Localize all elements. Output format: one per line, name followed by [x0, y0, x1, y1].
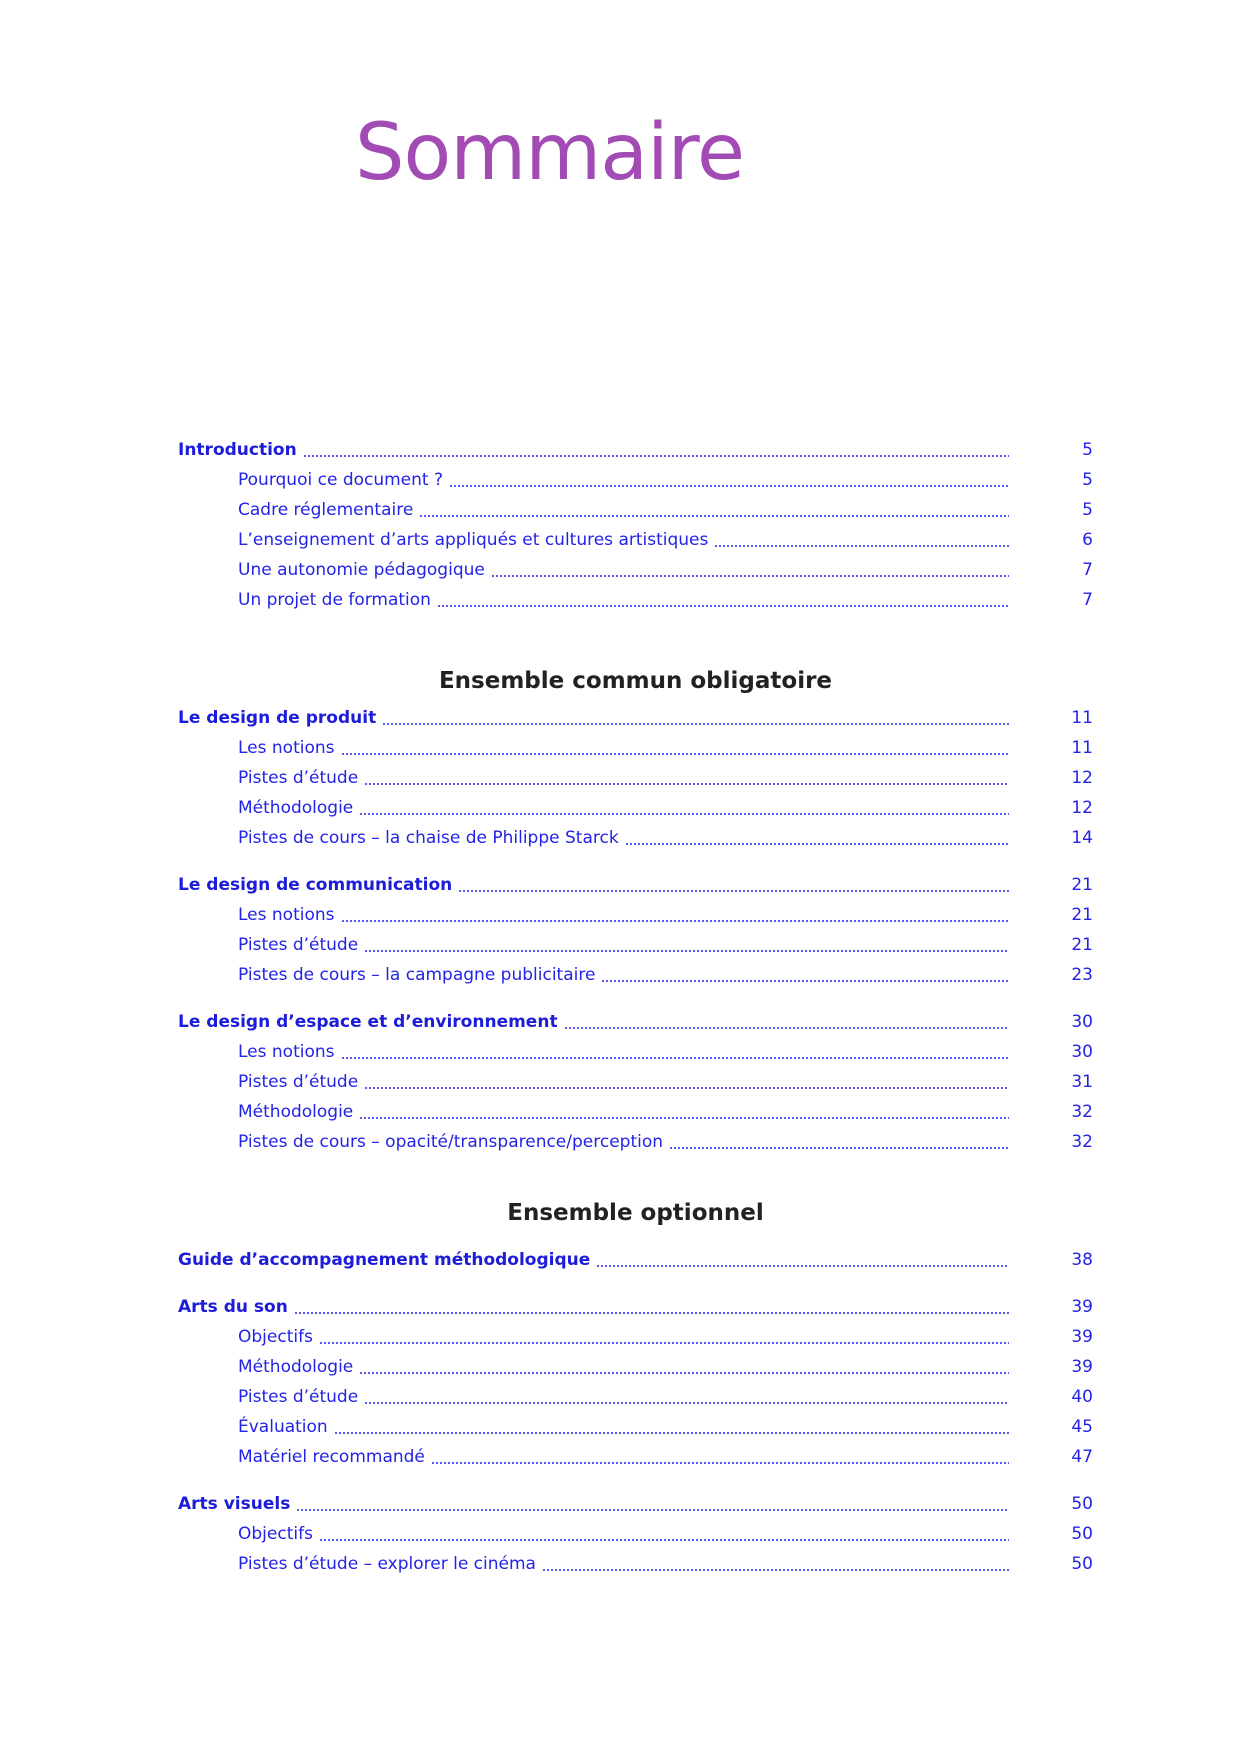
toc-section-link[interactable] [178, 704, 1093, 732]
toc-section-link[interactable] [178, 1008, 1093, 1036]
toc-page-number: 21 [1071, 875, 1093, 895]
toc-page-number: 31 [1071, 1072, 1093, 1092]
toc-entry-label: Pistes de cours – la chaise de Philippe Starck [238, 828, 619, 848]
toc-entry-link[interactable] [178, 1383, 1093, 1411]
toc-page-number: 23 [1071, 965, 1093, 985]
toc-page-number: 39 [1071, 1297, 1093, 1317]
toc-entry-label: Le design d’espace et d’environnement [178, 1012, 558, 1032]
toc-entry-label: Matériel recommandé [238, 1447, 425, 1467]
toc-entry-label: Pourquoi ce document ? [238, 470, 444, 490]
toc-entry-link[interactable] [178, 586, 1093, 614]
toc-page-number: 21 [1071, 935, 1093, 955]
toc-entry-link[interactable] [178, 1413, 1093, 1441]
dot-leader [364, 1402, 1009, 1404]
toc-page-number: 39 [1071, 1357, 1093, 1377]
toc-entry-link[interactable] [178, 1038, 1093, 1066]
dot-leader [296, 1509, 1009, 1511]
toc-entry-label: Arts visuels [178, 1494, 291, 1514]
dot-leader [564, 1027, 1009, 1029]
toc-entry-label: Le design de produit [178, 708, 377, 728]
section-heading-optionnel: Ensemble optionnel [507, 1200, 764, 1226]
toc-entry-link[interactable] [178, 1128, 1093, 1156]
dot-leader [359, 1372, 1009, 1374]
dot-leader [303, 455, 1009, 457]
toc-entry-label: Un projet de formation [238, 590, 431, 610]
toc-page-number: 12 [1071, 798, 1093, 818]
dot-leader [669, 1147, 1009, 1149]
toc-page-number: 50 [1071, 1554, 1093, 1574]
toc-entry-label: Pistes d’étude [238, 935, 359, 955]
toc-page-number: 39 [1071, 1327, 1093, 1347]
toc-page-number: 50 [1071, 1494, 1093, 1514]
toc-entry-label: Une autonomie pédagogique [238, 560, 485, 580]
toc-section-link[interactable] [178, 1490, 1093, 1518]
toc-entry-link[interactable] [178, 764, 1093, 792]
dot-leader [714, 545, 1009, 547]
dot-leader [319, 1539, 1009, 1541]
toc-entry-label: Introduction [178, 440, 297, 460]
toc-entry-label: Évaluation [238, 1417, 328, 1437]
dot-leader [458, 890, 1009, 892]
toc-entry-label: Cadre réglementaire [238, 500, 414, 520]
toc-page-number: 14 [1071, 828, 1093, 848]
toc-entry-label: Les notions [238, 738, 335, 758]
toc-page-number: 32 [1071, 1102, 1093, 1122]
toc-page-number: 5 [1082, 440, 1093, 460]
dot-leader [341, 753, 1010, 755]
dot-leader [431, 1462, 1009, 1464]
dot-leader [364, 1087, 1009, 1089]
dot-leader [364, 783, 1009, 785]
toc-page-number: 45 [1071, 1417, 1093, 1437]
dot-leader [334, 1432, 1009, 1434]
dot-leader [364, 950, 1009, 952]
toc-entry-label: Objectifs [238, 1327, 313, 1347]
toc-entry-link[interactable] [178, 1520, 1093, 1548]
toc-entry-link[interactable] [178, 931, 1093, 959]
section-heading-commun: Ensemble commun obligatoire [438, 668, 833, 694]
dot-leader [542, 1569, 1009, 1571]
dot-leader [601, 980, 1009, 982]
toc-section-link[interactable] [178, 1293, 1093, 1321]
toc-page-number: 40 [1071, 1387, 1093, 1407]
toc-entry-link[interactable] [178, 1323, 1093, 1351]
toc-entry-link[interactable] [178, 734, 1093, 762]
toc-entry-label: Pistes d’étude [238, 1072, 359, 1092]
toc-entry-label: Pistes d’étude – explorer le cinéma [238, 1554, 536, 1574]
toc-entry-label: Les notions [238, 905, 335, 925]
toc-page-number: 30 [1071, 1012, 1093, 1032]
toc-entry-link[interactable] [178, 526, 1093, 554]
toc-page-number: 32 [1071, 1132, 1093, 1152]
toc-entry-label: Pistes de cours – opacité/transparence/perception [238, 1132, 664, 1152]
dot-leader [359, 813, 1009, 815]
toc-entry-label: Pistes de cours – la campagne publicitaire [238, 965, 596, 985]
toc-section-link[interactable] [178, 436, 1093, 464]
toc-entry-label: L’enseignement d’arts appliqués et cultures artistiques [238, 530, 709, 550]
dot-leader [625, 843, 1009, 845]
dot-leader [341, 1057, 1010, 1059]
toc-entry-link[interactable] [178, 556, 1093, 584]
toc-page-number: 47 [1071, 1447, 1093, 1467]
toc-entry-link[interactable] [178, 1550, 1093, 1578]
toc-entry-link[interactable] [178, 466, 1093, 494]
toc-entry-label: Objectifs [238, 1524, 313, 1544]
toc-entry-link[interactable] [178, 901, 1093, 929]
dot-leader [382, 723, 1009, 725]
toc-page-number: 21 [1071, 905, 1093, 925]
toc-page-number: 30 [1071, 1042, 1093, 1062]
toc-entry-link[interactable] [178, 496, 1093, 524]
toc-section-link[interactable] [178, 871, 1093, 899]
toc-page-number: 7 [1082, 560, 1093, 580]
toc-page-number: 50 [1071, 1524, 1093, 1544]
toc-entry-link[interactable] [178, 824, 1093, 852]
dot-leader [319, 1342, 1009, 1344]
toc-entry-label: Guide d’accompagnement méthodologique [178, 1250, 591, 1270]
toc-page-number: 12 [1071, 768, 1093, 788]
dot-leader [341, 920, 1010, 922]
toc-entry-label: Le design de communication [178, 875, 453, 895]
toc-entry-label: Méthodologie [238, 1102, 354, 1122]
toc-entry-label: Arts du son [178, 1297, 288, 1317]
toc-page-number: 11 [1071, 708, 1093, 728]
dot-leader [437, 605, 1009, 607]
dot-leader [419, 515, 1009, 517]
toc-entry-label: Les notions [238, 1042, 335, 1062]
toc-entry-link[interactable] [178, 794, 1093, 822]
toc-page-number: 7 [1082, 590, 1093, 610]
toc-entry-link[interactable] [178, 1443, 1093, 1471]
toc-entry-label: Pistes d’étude [238, 768, 359, 788]
toc-section-link[interactable] [178, 1246, 1093, 1274]
toc-page-number: 38 [1071, 1250, 1093, 1270]
dot-leader [449, 485, 1009, 487]
toc-page-number: 11 [1071, 738, 1093, 758]
toc-entry-label: Méthodologie [238, 1357, 354, 1377]
toc-entry-link[interactable] [178, 1098, 1093, 1126]
toc-page-number: 6 [1082, 530, 1093, 550]
toc-entry-link[interactable] [178, 961, 1093, 989]
toc-entry-label: Méthodologie [238, 798, 354, 818]
toc-entry-link[interactable] [178, 1068, 1093, 1096]
toc-entry-link[interactable] [178, 1353, 1093, 1381]
page-title: Sommaire [355, 108, 745, 198]
toc-page-number: 5 [1082, 470, 1093, 490]
toc-page-number: 5 [1082, 500, 1093, 520]
dot-leader [491, 575, 1009, 577]
dot-leader [294, 1312, 1009, 1314]
toc-entry-label: Pistes d’étude [238, 1387, 359, 1407]
dot-leader [359, 1117, 1009, 1119]
dot-leader [596, 1265, 1009, 1267]
